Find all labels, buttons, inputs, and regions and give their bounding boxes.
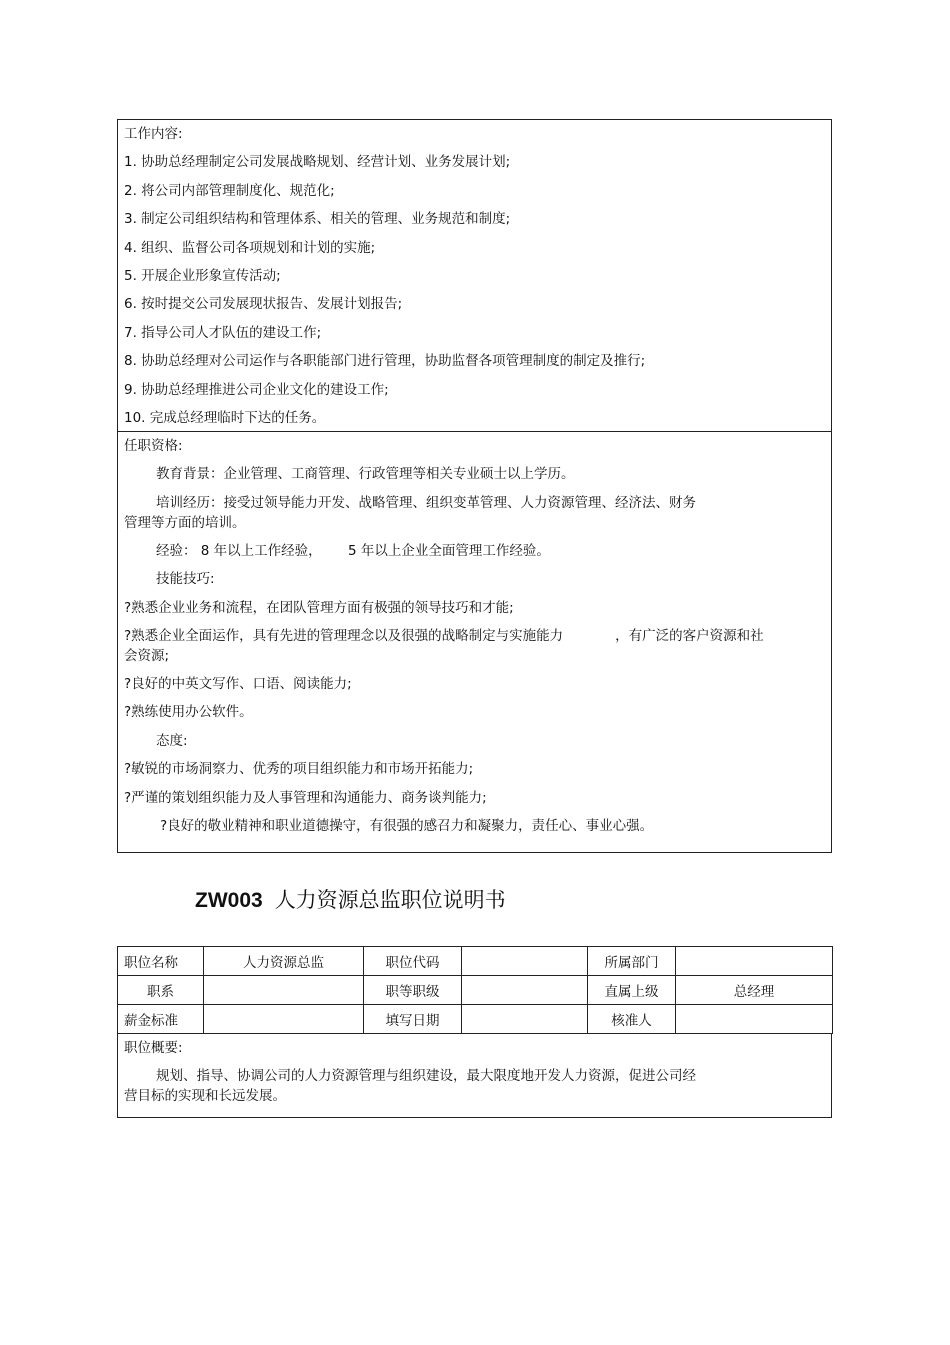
skill-item: ?熟悉企业业务和流程，在团队管理方面有极强的领导技巧和才能; [124, 599, 514, 616]
attitude-item: ?良好的敬业精神和职业道德操守，有很强的感召力和凝聚力，责任心、事业心强。 [160, 817, 654, 834]
label-job-family: 职系 [118, 976, 204, 1005]
skills-heading: 技能技巧: [156, 571, 215, 588]
skill-item-multiline [124, 626, 825, 666]
summary-text-line-2: 营目标的实现和长远发展。 [124, 1088, 286, 1104]
experience-years: 8 年以上工作经验， [200, 542, 322, 559]
skill-text-b: ，有广泛的客户资源和社 [615, 627, 764, 644]
label-direct-supervisor: 直属上级 [588, 976, 676, 1005]
skill-item: ?熟练使用办公软件。 [124, 704, 253, 721]
value-approver [676, 1005, 833, 1034]
training-paragraph [124, 493, 825, 533]
label-salary-standard: 薪金标准 [118, 1005, 204, 1034]
work-item: 5. 开展企业形象宣传活动; [124, 267, 281, 284]
value-job-grade [462, 976, 588, 1005]
label-department: 所属部门 [588, 947, 676, 976]
work-item: 8. 协助总经理对公司运作与各职能部门进行管理，协助监督各项管理制度的制定及推行; [124, 353, 646, 370]
education-line: 教育背景：企业管理、工商管理、行政管理等相关专业硕士以上学历。 [156, 466, 575, 483]
table-row [118, 1005, 833, 1034]
work-content-section [117, 119, 832, 432]
position-code: ZW003 [195, 889, 263, 912]
summary-text-line-1: 规划、指导、协调公司的人力资源管理与组织建设，最大限度地开发人力资源，促进公司经 [156, 1068, 696, 1084]
work-item: 3. 制定公司组织结构和管理体系、相关的管理、业务规范和制度; [124, 211, 511, 228]
work-item: 7. 指导公司人才队伍的建设工作; [124, 324, 322, 341]
label-position-name: 职位名称 [118, 947, 204, 976]
experience-line [124, 541, 825, 569]
position-info-table [117, 946, 833, 1034]
skill-item: ?良好的中英文写作、口语、阅读能力; [124, 675, 352, 692]
position-summary-section [117, 1033, 832, 1118]
label-job-grade: 职等职级 [364, 976, 462, 1005]
skill-text-c: 会资源; [124, 647, 170, 664]
qualification-heading: 任职资格: [124, 438, 183, 454]
experience-management: 5 年以上企业全面管理工作经验。 [347, 542, 550, 559]
table-row [118, 976, 833, 1005]
label-fill-date: 填写日期 [364, 1005, 462, 1034]
qualification-section [117, 432, 832, 853]
skill-text-a: ?熟悉企业全面运作，具有先进的管理理念以及很强的战略制定与实施能力 [124, 627, 564, 644]
work-item: 4. 组织、监督公司各项规划和计划的实施; [124, 239, 376, 256]
value-salary-standard [204, 1005, 364, 1034]
training-line-1: 培训经历：接受过领导能力开发、战略管理、组织变革管理、人力资源管理、经济法、财务 [156, 494, 696, 511]
label-position-code: 职位代码 [364, 947, 462, 976]
summary-heading: 职位概要: [124, 1040, 183, 1056]
attitude-heading: 态度: [156, 732, 188, 749]
value-job-family [204, 976, 364, 1005]
value-fill-date [462, 1005, 588, 1034]
work-item: 10. 完成总经理临时下达的任务。 [124, 409, 326, 426]
experience-label: 经验： [156, 542, 197, 559]
work-item: 2. 将公司内部管理制度化、规范化; [124, 182, 335, 199]
attitude-item: ?严谨的策划组织能力及人事管理和沟通能力、商务谈判能力; [124, 789, 487, 806]
label-approver: 核准人 [588, 1005, 676, 1034]
training-line-2: 管理等方面的培训。 [124, 514, 246, 531]
work-item: 9. 协助总经理推进公司企业文化的建设工作; [124, 381, 389, 398]
document-title [195, 884, 506, 914]
attitude-item: ?敏锐的市场洞察力、优秀的项目组织能力和市场开拓能力; [124, 761, 474, 778]
position-title: 人力资源总监职位说明书 [274, 888, 506, 912]
value-department [676, 947, 833, 976]
value-position-code [462, 947, 588, 976]
value-direct-supervisor: 总经理 [676, 976, 833, 1005]
table-row [118, 947, 833, 976]
work-content-heading: 工作内容: [124, 126, 183, 142]
work-item: 6. 按时提交公司发展现状报告、发展计划报告; [124, 296, 403, 313]
work-item: 1. 协助总经理制定公司发展战略规划、经营计划、业务发展计划; [124, 154, 511, 171]
value-position-name: 人力资源总监 [204, 947, 364, 976]
